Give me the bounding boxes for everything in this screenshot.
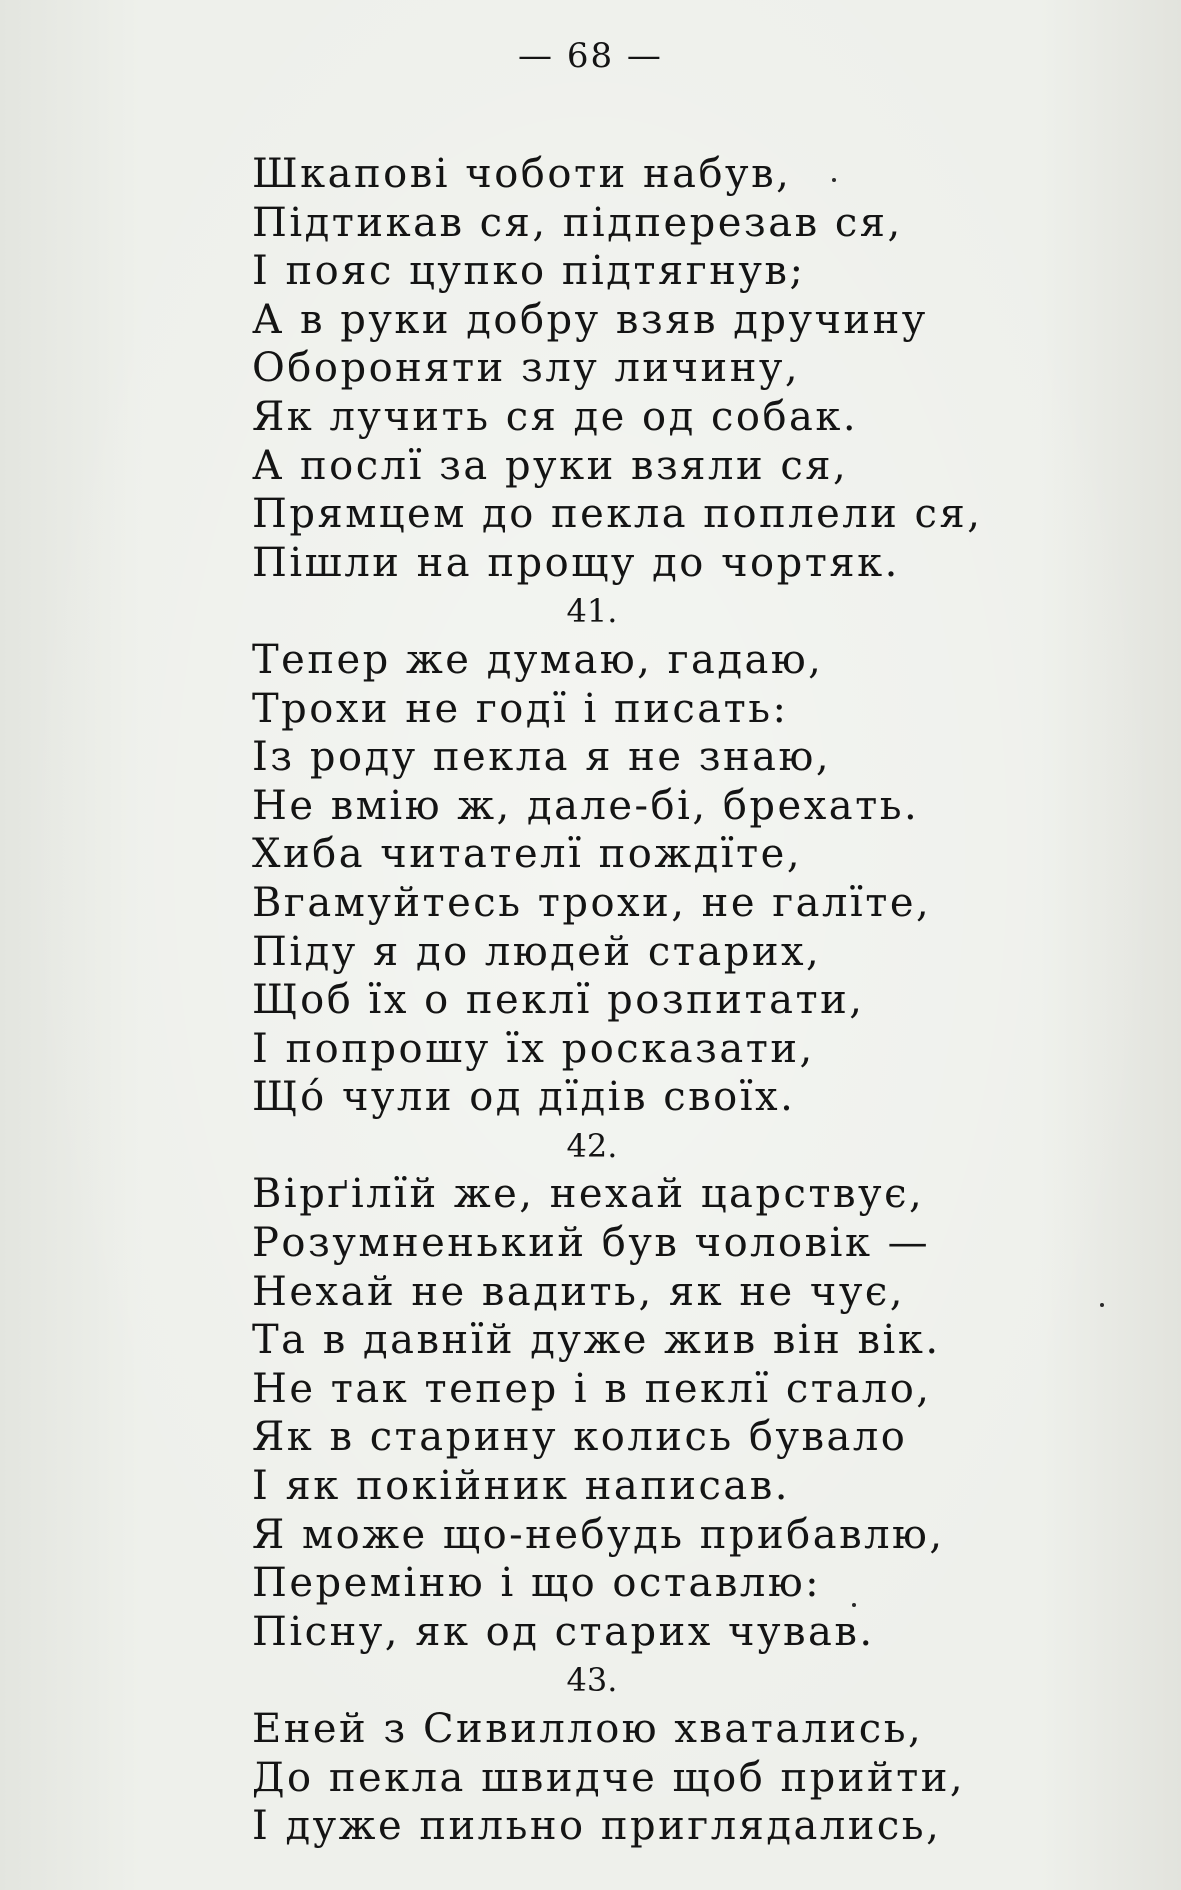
verse-line: І як покійник написав.: [252, 1463, 791, 1510]
verse-line: Обороняти злу личину,: [252, 345, 801, 392]
verse-line: Прямцем до пекла поплели ся,: [252, 491, 983, 538]
verse-line: Та в давнїй дуже жив він вік.: [252, 1317, 941, 1364]
verse-line: Підтикав ся, підперезав ся,: [252, 199, 903, 246]
paper-speck: [832, 178, 836, 182]
stanza-number: 41.: [566, 592, 618, 631]
verse-line: Щоб їх о пеклї розпитати,: [252, 977, 865, 1024]
verse-line: Як в старину колись бувало: [252, 1414, 908, 1461]
verse-line: Я може що-небудь прибавлю,: [252, 1511, 945, 1558]
verse-line: Не вмію ж, дале-бі, брехать.: [252, 782, 920, 829]
verse-line: А в руки добру взяв дручину: [252, 296, 928, 343]
verse-line: Не так тепер і в пеклї стало,: [252, 1365, 932, 1412]
verse-line: Шкапові чоботи набув,: [252, 151, 792, 197]
stanza-number: 42.: [566, 1126, 618, 1165]
verse-line: Вірґілїй же, нехай царствує,: [252, 1171, 925, 1218]
paper-speck: [1100, 1303, 1104, 1307]
verse-line: Тепер же думаю, гадаю,: [252, 636, 824, 683]
verse-line: І пояс цупко підтягнув;: [252, 248, 806, 295]
verse-line: Пішли на прощу до чортяк.: [252, 539, 900, 586]
poem-text: [252, 150, 1072, 1851]
verse-line: Хиба читателї пождїте,: [252, 831, 803, 878]
verse-line: Як лучить ся де од собак.: [252, 393, 859, 440]
verse-line: І попрошу їх росказати,: [252, 1025, 815, 1072]
paper-speck: [852, 1603, 856, 1607]
verse-line: І дуже пильно приглядались,: [252, 1803, 942, 1850]
verse-line: До пекла швидче щоб прийти,: [252, 1754, 966, 1801]
verse-line: Трохи не годї і писать:: [252, 685, 789, 732]
verse-line: Із роду пекла я не знаю,: [252, 734, 832, 781]
stanza-number: 43.: [566, 1661, 618, 1700]
verse-line: Пісну, як од старих чував.: [252, 1608, 875, 1655]
verse-line: Розумненький був чоловік —: [252, 1220, 931, 1267]
verse-line: Нехай не вадить, як не чує,: [252, 1268, 905, 1315]
verse-line: Піду я до людей старих,: [252, 928, 822, 975]
page-number: — 68 —: [518, 36, 663, 76]
verse-line: Переміню і що оставлю:: [252, 1560, 822, 1607]
verse-line: Еней з Сивиллою хватались,: [252, 1706, 924, 1752]
verse-line: Щó чули од дїдів своїх.: [252, 1074, 796, 1121]
verse-line: Вгамуйтесь трохи, не галїте,: [252, 879, 932, 926]
verse-line: А послї за руки взяли ся,: [252, 442, 849, 489]
